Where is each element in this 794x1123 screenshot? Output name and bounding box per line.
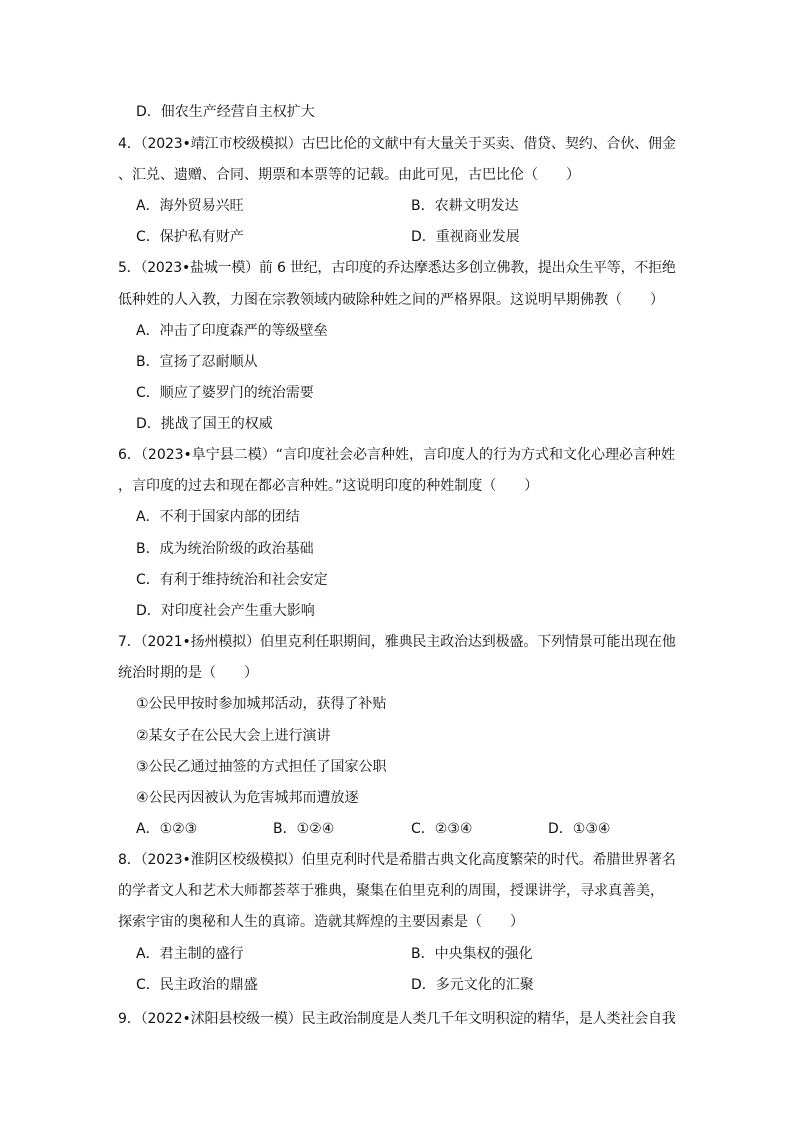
- q6-stem-line-1: 6．（2023•阜宁县二模）“言印度社会必言种姓，言印度人的行为方式和文化心理必言种姓: [118, 447, 676, 463]
- q5-stem-line-1: 5．（2023•盐城一模）前 6 世纪，古印度的乔达摩悉达多创立佛教，提出众生平等，不拒绝: [118, 260, 676, 276]
- q6-option-b: B．成为统治阶级的政治基础: [136, 541, 314, 557]
- q8-option-a: A．君主制的盛行: [136, 946, 244, 962]
- q4-option-d: D．重视商业发展: [411, 229, 520, 245]
- q8-stem-line-1: 8．（2023•淮阴区校级模拟）伯里克利时代是希腊古典文化高度繁荣的时代。希腊世界著名: [118, 852, 676, 868]
- q4-option-c: C．保护私有财产: [136, 229, 244, 245]
- q7-option-c: C．②③④: [411, 821, 473, 837]
- q8-option-c: C．民主政治的鼎盛: [136, 977, 258, 993]
- q4-stem-line-2: 、汇兑、遗赠、合同、期票和本票等的记载。由此可见，古巴比伦（ ）: [118, 167, 580, 183]
- q6-option-d: D．对印度社会产生重大影响: [136, 603, 315, 619]
- q5-option-d: D．挑战了国王的权威: [136, 416, 273, 432]
- q7-stem-line-2: 统治时期的是（ ）: [118, 665, 258, 681]
- q5-stem-line-2: 低种姓的人入教，力图在宗教领域内破除种姓之间的严格界限。这说明早期佛教（ ）: [118, 292, 664, 308]
- q8-option-b: B．中央集权的强化: [411, 946, 533, 962]
- q7-statement-4: ④公民丙因被认为危害城邦而遭放逐: [136, 790, 359, 806]
- q7-statement-3: ③公民乙通过抽签的方式担任了国家公职: [136, 759, 387, 775]
- q8-stem-line-2: 的学者文人和艺术大师都荟萃于雅典，聚集在伯里克利的周围，授课讲学，寻求真善美，: [118, 883, 664, 899]
- q8-stem-line-3: 探索宇宙的奥秘和人生的真谛。造就其辉煌的主要因素是（ ）: [118, 914, 524, 930]
- q6-option-a: A．不利于国家内部的团结: [136, 509, 300, 525]
- q7-statement-1: ①公民甲按时参加城邦活动，获得了补贴: [136, 696, 387, 712]
- q8-option-d: D．多元文化的汇聚: [411, 977, 534, 993]
- q5-option-b: B．宣扬了忍耐顺从: [136, 354, 258, 370]
- q4-option-a: A．海外贸易兴旺: [136, 198, 244, 214]
- q7-stem-line-1: 7．（2021•扬州模拟）伯里克利任职期间，雅典民主政治达到极盛。下列情景可能出现在他: [118, 634, 676, 650]
- q4-option-b: B．农耕文明发达: [411, 198, 519, 214]
- q7-option-d: D．①③④: [548, 821, 611, 837]
- q4-stem-line-1: 4．（2023•靖江市校级模拟）古巴比伦的文献中有大量关于买卖、借贷、契约、合伙、佣金: [118, 136, 676, 152]
- q9-stem-line-1: 9．（2022•沭阳县校级一模）民主政治制度是人类几千年文明积淀的精华，是人类社会自我: [118, 1011, 676, 1027]
- q5-option-c: C．顺应了婆罗门的统治需要: [136, 385, 314, 401]
- q3-option-d: D．佃农生产经营自主权扩大: [136, 104, 315, 120]
- q7-option-a: A．①②③: [136, 821, 198, 837]
- q6-option-c: C．有利于维持统治和社会安定: [136, 572, 328, 588]
- q7-option-b: B．①②④: [273, 821, 335, 837]
- q7-statement-2: ②某女子在公民大会上进行演讲: [136, 728, 331, 744]
- q6-stem-line-2: ，言印度的过去和现在都必言种姓。”这说明印度的种姓制度（ ）: [118, 478, 539, 494]
- q5-option-a: A．冲击了印度森严的等级壁垒: [136, 323, 328, 339]
